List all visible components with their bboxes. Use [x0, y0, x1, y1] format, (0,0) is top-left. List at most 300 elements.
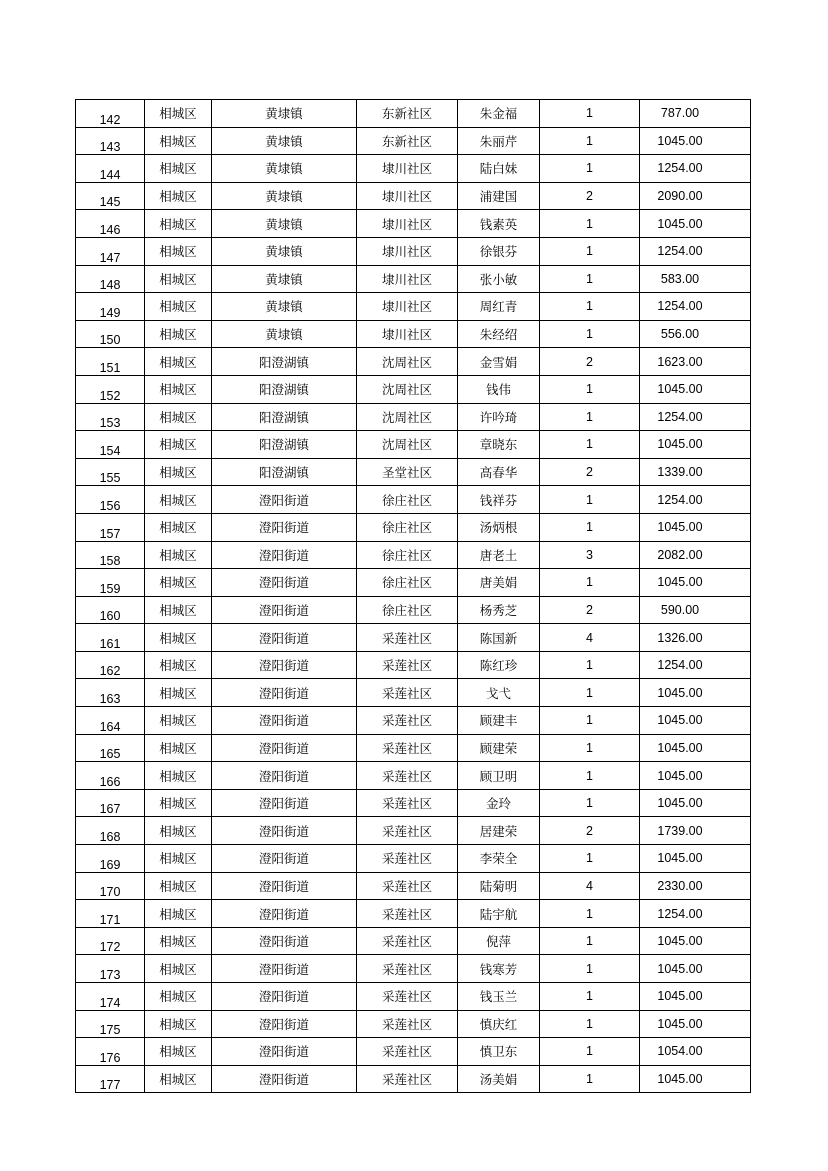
district-cell: 相城区	[145, 100, 212, 128]
name-cell: 周红青	[458, 293, 540, 321]
row-number-text: 167	[99, 802, 121, 817]
town-cell: 澄阳街道	[212, 872, 357, 900]
table-row	[76, 872, 751, 900]
table-row	[76, 845, 751, 873]
row-number-text: 168	[99, 830, 121, 845]
table-row	[76, 486, 751, 514]
table-row	[76, 955, 751, 983]
table-row	[76, 237, 751, 265]
row-number-text: 160	[99, 609, 121, 624]
count-cell: 1	[540, 210, 640, 238]
row-number-cell	[76, 403, 145, 431]
town-cell: 黄埭镇	[212, 182, 357, 210]
community-cell: 采莲社区	[357, 845, 458, 873]
district-cell: 相城区	[145, 707, 212, 735]
count-cell: 1	[540, 569, 640, 597]
count-cell: 2	[540, 182, 640, 210]
community-cell: 采莲社区	[357, 1038, 458, 1066]
community-cell: 沈周社区	[357, 348, 458, 376]
community-cell: 东新社区	[357, 127, 458, 155]
amount-cell: 1045.00	[640, 127, 751, 155]
amount-cell: 1254.00	[640, 403, 751, 431]
count-cell: 1	[540, 403, 640, 431]
row-number-cell	[76, 845, 145, 873]
table-row	[76, 679, 751, 707]
row-number-cell	[76, 210, 145, 238]
row-number-cell	[76, 596, 145, 624]
town-cell: 黄埭镇	[212, 155, 357, 183]
table-row	[76, 182, 751, 210]
community-cell: 埭川社区	[357, 265, 458, 293]
row-number-text: 152	[99, 388, 121, 403]
district-cell: 相城区	[145, 927, 212, 955]
count-cell: 1	[540, 155, 640, 183]
community-cell: 采莲社区	[357, 817, 458, 845]
count-cell: 1	[540, 955, 640, 983]
row-number-text: 159	[99, 581, 121, 596]
count-cell: 1	[540, 100, 640, 128]
name-cell: 许吟琦	[458, 403, 540, 431]
row-number-cell	[76, 182, 145, 210]
count-cell: 2	[540, 596, 640, 624]
row-number-text: 151	[99, 360, 121, 375]
table-row	[76, 900, 751, 928]
community-cell: 采莲社区	[357, 707, 458, 735]
row-number-cell	[76, 100, 145, 128]
table-row	[76, 983, 751, 1011]
district-cell: 相城区	[145, 513, 212, 541]
community-cell: 徐庄社区	[357, 486, 458, 514]
district-cell: 相城区	[145, 1038, 212, 1066]
community-cell: 徐庄社区	[357, 569, 458, 597]
table-row	[76, 624, 751, 652]
row-number-cell	[76, 679, 145, 707]
amount-cell: 583.00	[640, 265, 751, 293]
district-cell: 相城区	[145, 293, 212, 321]
town-cell: 黄埭镇	[212, 293, 357, 321]
amount-cell: 1623.00	[640, 348, 751, 376]
row-number-cell	[76, 375, 145, 403]
district-cell: 相城区	[145, 872, 212, 900]
row-number-text: 176	[99, 1050, 121, 1065]
name-cell: 金雪娟	[458, 348, 540, 376]
name-cell: 徐银芬	[458, 237, 540, 265]
community-cell: 沈周社区	[357, 375, 458, 403]
table-row	[76, 320, 751, 348]
row-number-text: 154	[99, 443, 121, 458]
row-number-cell	[76, 900, 145, 928]
row-number-text: 156	[99, 498, 121, 513]
name-cell: 陆菊明	[458, 872, 540, 900]
district-cell: 相城区	[145, 458, 212, 486]
amount-cell: 1054.00	[640, 1038, 751, 1066]
count-cell: 4	[540, 624, 640, 652]
district-cell: 相城区	[145, 596, 212, 624]
row-number-text: 162	[99, 664, 121, 679]
district-cell: 相城区	[145, 265, 212, 293]
community-cell: 埭川社区	[357, 293, 458, 321]
town-cell: 澄阳街道	[212, 513, 357, 541]
row-number-text: 169	[99, 857, 121, 872]
town-cell: 澄阳街道	[212, 1010, 357, 1038]
name-cell: 高春华	[458, 458, 540, 486]
name-cell: 倪萍	[458, 927, 540, 955]
amount-cell: 590.00	[640, 596, 751, 624]
table-row	[76, 293, 751, 321]
row-number-cell	[76, 707, 145, 735]
count-cell: 1	[540, 265, 640, 293]
count-cell: 1	[540, 983, 640, 1011]
town-cell: 黄埭镇	[212, 100, 357, 128]
row-number-cell	[76, 817, 145, 845]
community-cell: 采莲社区	[357, 679, 458, 707]
count-cell: 1	[540, 734, 640, 762]
count-cell: 2	[540, 348, 640, 376]
amount-cell: 1045.00	[640, 210, 751, 238]
amount-cell: 556.00	[640, 320, 751, 348]
name-cell: 汤炳根	[458, 513, 540, 541]
town-cell: 黄埭镇	[212, 320, 357, 348]
row-number-text: 165	[99, 747, 121, 762]
district-cell: 相城区	[145, 237, 212, 265]
row-number-cell	[76, 541, 145, 569]
amount-cell: 1045.00	[640, 734, 751, 762]
name-cell: 钱玉兰	[458, 983, 540, 1011]
community-cell: 采莲社区	[357, 983, 458, 1011]
town-cell: 澄阳街道	[212, 789, 357, 817]
row-number-text: 146	[99, 222, 121, 237]
town-cell: 澄阳街道	[212, 569, 357, 597]
district-cell: 相城区	[145, 320, 212, 348]
community-cell: 埭川社区	[357, 182, 458, 210]
table-row	[76, 569, 751, 597]
table-row	[76, 127, 751, 155]
community-cell: 埭川社区	[357, 210, 458, 238]
row-number-text: 170	[99, 885, 121, 900]
town-cell: 阳澄湖镇	[212, 431, 357, 459]
count-cell: 1	[540, 127, 640, 155]
name-cell: 戈弋	[458, 679, 540, 707]
count-cell: 1	[540, 431, 640, 459]
count-cell: 1	[540, 679, 640, 707]
community-cell: 采莲社区	[357, 651, 458, 679]
amount-cell: 1254.00	[640, 486, 751, 514]
district-cell: 相城区	[145, 1010, 212, 1038]
district-cell: 相城区	[145, 900, 212, 928]
amount-cell: 1739.00	[640, 817, 751, 845]
table-row	[76, 734, 751, 762]
row-number-text: 173	[99, 968, 121, 982]
district-cell: 相城区	[145, 955, 212, 983]
amount-cell: 1045.00	[640, 955, 751, 983]
count-cell: 3	[540, 541, 640, 569]
town-cell: 澄阳街道	[212, 734, 357, 762]
row-number-text: 147	[99, 250, 121, 265]
name-cell: 李荣全	[458, 845, 540, 873]
town-cell: 澄阳街道	[212, 955, 357, 983]
town-cell: 黄埭镇	[212, 127, 357, 155]
town-cell: 阳澄湖镇	[212, 348, 357, 376]
name-cell: 唐老土	[458, 541, 540, 569]
name-cell: 汤美娟	[458, 1065, 540, 1093]
name-cell: 居建荣	[458, 817, 540, 845]
count-cell: 1	[540, 237, 640, 265]
name-cell: 朱丽芹	[458, 127, 540, 155]
row-number-text: 153	[99, 416, 121, 431]
row-number-cell	[76, 569, 145, 597]
table-row	[76, 762, 751, 790]
amount-cell: 1045.00	[640, 1010, 751, 1038]
table-row	[76, 927, 751, 955]
name-cell: 顾建荣	[458, 734, 540, 762]
row-number-cell	[76, 127, 145, 155]
amount-cell: 787.00	[640, 100, 751, 128]
table-row	[76, 1010, 751, 1038]
table-row	[76, 431, 751, 459]
district-cell: 相城区	[145, 182, 212, 210]
table-row	[76, 403, 751, 431]
town-cell: 澄阳街道	[212, 651, 357, 679]
name-cell: 张小敏	[458, 265, 540, 293]
row-number-text: 142	[99, 112, 121, 127]
name-cell: 陆宇航	[458, 900, 540, 928]
community-cell: 埭川社区	[357, 155, 458, 183]
town-cell: 阳澄湖镇	[212, 458, 357, 486]
row-number-text: 149	[99, 305, 121, 320]
amount-cell: 1045.00	[640, 983, 751, 1011]
row-number-text: 157	[99, 526, 121, 541]
community-cell: 采莲社区	[357, 1065, 458, 1093]
community-cell: 采莲社区	[357, 900, 458, 928]
district-cell: 相城区	[145, 210, 212, 238]
row-number-text: 172	[99, 940, 121, 955]
row-number-cell	[76, 513, 145, 541]
town-cell: 澄阳街道	[212, 679, 357, 707]
roster-table	[75, 99, 751, 1093]
district-cell: 相城区	[145, 789, 212, 817]
count-cell: 4	[540, 872, 640, 900]
row-number-cell	[76, 486, 145, 514]
town-cell: 黄埭镇	[212, 237, 357, 265]
row-number-cell	[76, 237, 145, 265]
town-cell: 黄埭镇	[212, 210, 357, 238]
town-cell: 澄阳街道	[212, 1038, 357, 1066]
count-cell: 1	[540, 1010, 640, 1038]
community-cell: 采莲社区	[357, 955, 458, 983]
row-number-cell	[76, 789, 145, 817]
town-cell: 黄埭镇	[212, 265, 357, 293]
community-cell: 东新社区	[357, 100, 458, 128]
table-row	[76, 541, 751, 569]
community-cell: 采莲社区	[357, 927, 458, 955]
town-cell: 澄阳街道	[212, 927, 357, 955]
town-cell: 澄阳街道	[212, 486, 357, 514]
district-cell: 相城区	[145, 1065, 212, 1093]
name-cell: 钱素英	[458, 210, 540, 238]
name-cell: 慎卫东	[458, 1038, 540, 1066]
row-number-text: 174	[99, 995, 121, 1010]
count-cell: 2	[540, 817, 640, 845]
amount-cell: 1254.00	[640, 237, 751, 265]
table-row	[76, 210, 751, 238]
town-cell: 澄阳街道	[212, 900, 357, 928]
name-cell: 陈国新	[458, 624, 540, 652]
row-number-text: 177	[99, 1078, 121, 1093]
table-row	[76, 651, 751, 679]
amount-cell: 1254.00	[640, 155, 751, 183]
row-number-cell	[76, 1038, 145, 1066]
district-cell: 相城区	[145, 845, 212, 873]
amount-cell: 2090.00	[640, 182, 751, 210]
amount-cell: 2330.00	[640, 872, 751, 900]
amount-cell: 1254.00	[640, 900, 751, 928]
town-cell: 澄阳街道	[212, 817, 357, 845]
count-cell: 1	[540, 1065, 640, 1093]
amount-cell: 1045.00	[640, 707, 751, 735]
row-number-cell	[76, 955, 145, 983]
row-number-text: 164	[99, 719, 121, 734]
name-cell: 钱寒芳	[458, 955, 540, 983]
count-cell: 1	[540, 762, 640, 790]
community-cell: 采莲社区	[357, 762, 458, 790]
table-row	[76, 789, 751, 817]
row-number-cell	[76, 293, 145, 321]
name-cell: 唐美娟	[458, 569, 540, 597]
count-cell: 1	[540, 651, 640, 679]
table-row	[76, 348, 751, 376]
name-cell: 杨秀芝	[458, 596, 540, 624]
amount-cell: 1045.00	[640, 431, 751, 459]
community-cell: 采莲社区	[357, 624, 458, 652]
row-number-text: 150	[99, 333, 121, 348]
table-row	[76, 817, 751, 845]
row-number-text: 171	[99, 912, 121, 927]
count-cell: 1	[540, 900, 640, 928]
row-number-cell	[76, 458, 145, 486]
row-number-text: 158	[99, 554, 121, 569]
community-cell: 采莲社区	[357, 872, 458, 900]
community-cell: 徐庄社区	[357, 541, 458, 569]
row-number-text: 145	[99, 195, 121, 210]
community-cell: 采莲社区	[357, 789, 458, 817]
row-number-cell	[76, 651, 145, 679]
district-cell: 相城区	[145, 762, 212, 790]
community-cell: 徐庄社区	[357, 513, 458, 541]
row-number-text: 143	[99, 140, 121, 155]
row-number-cell	[76, 155, 145, 183]
table-row	[76, 458, 751, 486]
name-cell: 顾建丰	[458, 707, 540, 735]
count-cell: 1	[540, 513, 640, 541]
amount-cell: 1045.00	[640, 513, 751, 541]
community-cell: 埭川社区	[357, 320, 458, 348]
name-cell: 金玲	[458, 789, 540, 817]
name-cell: 陈红珍	[458, 651, 540, 679]
row-number-cell	[76, 348, 145, 376]
count-cell: 1	[540, 927, 640, 955]
community-cell: 圣堂社区	[357, 458, 458, 486]
amount-cell: 1045.00	[640, 1065, 751, 1093]
count-cell: 2	[540, 458, 640, 486]
name-cell: 顾卫明	[458, 762, 540, 790]
row-number-text: 163	[99, 692, 121, 707]
district-cell: 相城区	[145, 569, 212, 597]
district-cell: 相城区	[145, 127, 212, 155]
district-cell: 相城区	[145, 431, 212, 459]
name-cell: 陆白妹	[458, 155, 540, 183]
amount-cell: 2082.00	[640, 541, 751, 569]
amount-cell: 1254.00	[640, 293, 751, 321]
amount-cell: 1045.00	[640, 569, 751, 597]
amount-cell: 1326.00	[640, 624, 751, 652]
amount-cell: 1339.00	[640, 458, 751, 486]
row-number-text: 155	[99, 471, 121, 486]
district-cell: 相城区	[145, 486, 212, 514]
row-number-text: 166	[99, 774, 121, 789]
town-cell: 澄阳街道	[212, 762, 357, 790]
row-number-cell	[76, 624, 145, 652]
count-cell: 1	[540, 320, 640, 348]
amount-cell: 1045.00	[640, 679, 751, 707]
town-cell: 阳澄湖镇	[212, 375, 357, 403]
name-cell: 钱祥芬	[458, 486, 540, 514]
table-row	[76, 513, 751, 541]
count-cell: 1	[540, 486, 640, 514]
row-number-cell	[76, 734, 145, 762]
amount-cell: 1045.00	[640, 789, 751, 817]
table-row	[76, 707, 751, 735]
table-row	[76, 265, 751, 293]
row-number-cell	[76, 872, 145, 900]
row-number-text: 148	[99, 278, 121, 293]
name-cell: 章晓东	[458, 431, 540, 459]
row-number-text: 175	[99, 1023, 121, 1038]
table-row	[76, 100, 751, 128]
table-row	[76, 375, 751, 403]
district-cell: 相城区	[145, 624, 212, 652]
count-cell: 1	[540, 1038, 640, 1066]
town-cell: 澄阳街道	[212, 541, 357, 569]
community-cell: 徐庄社区	[357, 596, 458, 624]
table-row	[76, 155, 751, 183]
row-number-cell	[76, 762, 145, 790]
count-cell: 1	[540, 707, 640, 735]
district-cell: 相城区	[145, 734, 212, 762]
district-cell: 相城区	[145, 155, 212, 183]
count-cell: 1	[540, 845, 640, 873]
amount-cell: 1045.00	[640, 375, 751, 403]
name-cell: 浦建国	[458, 182, 540, 210]
community-cell: 采莲社区	[357, 734, 458, 762]
row-number-cell	[76, 431, 145, 459]
row-number-text: 144	[99, 167, 121, 182]
district-cell: 相城区	[145, 348, 212, 376]
row-number-cell	[76, 927, 145, 955]
count-cell: 1	[540, 789, 640, 817]
amount-cell: 1045.00	[640, 762, 751, 790]
district-cell: 相城区	[145, 651, 212, 679]
row-number-text: 161	[99, 636, 121, 651]
table-row	[76, 1038, 751, 1066]
amount-cell: 1045.00	[640, 845, 751, 873]
town-cell: 澄阳街道	[212, 845, 357, 873]
town-cell: 澄阳街道	[212, 983, 357, 1011]
row-number-cell	[76, 983, 145, 1011]
amount-cell: 1045.00	[640, 927, 751, 955]
table-row	[76, 1065, 751, 1093]
table-row	[76, 596, 751, 624]
name-cell: 朱金福	[458, 100, 540, 128]
